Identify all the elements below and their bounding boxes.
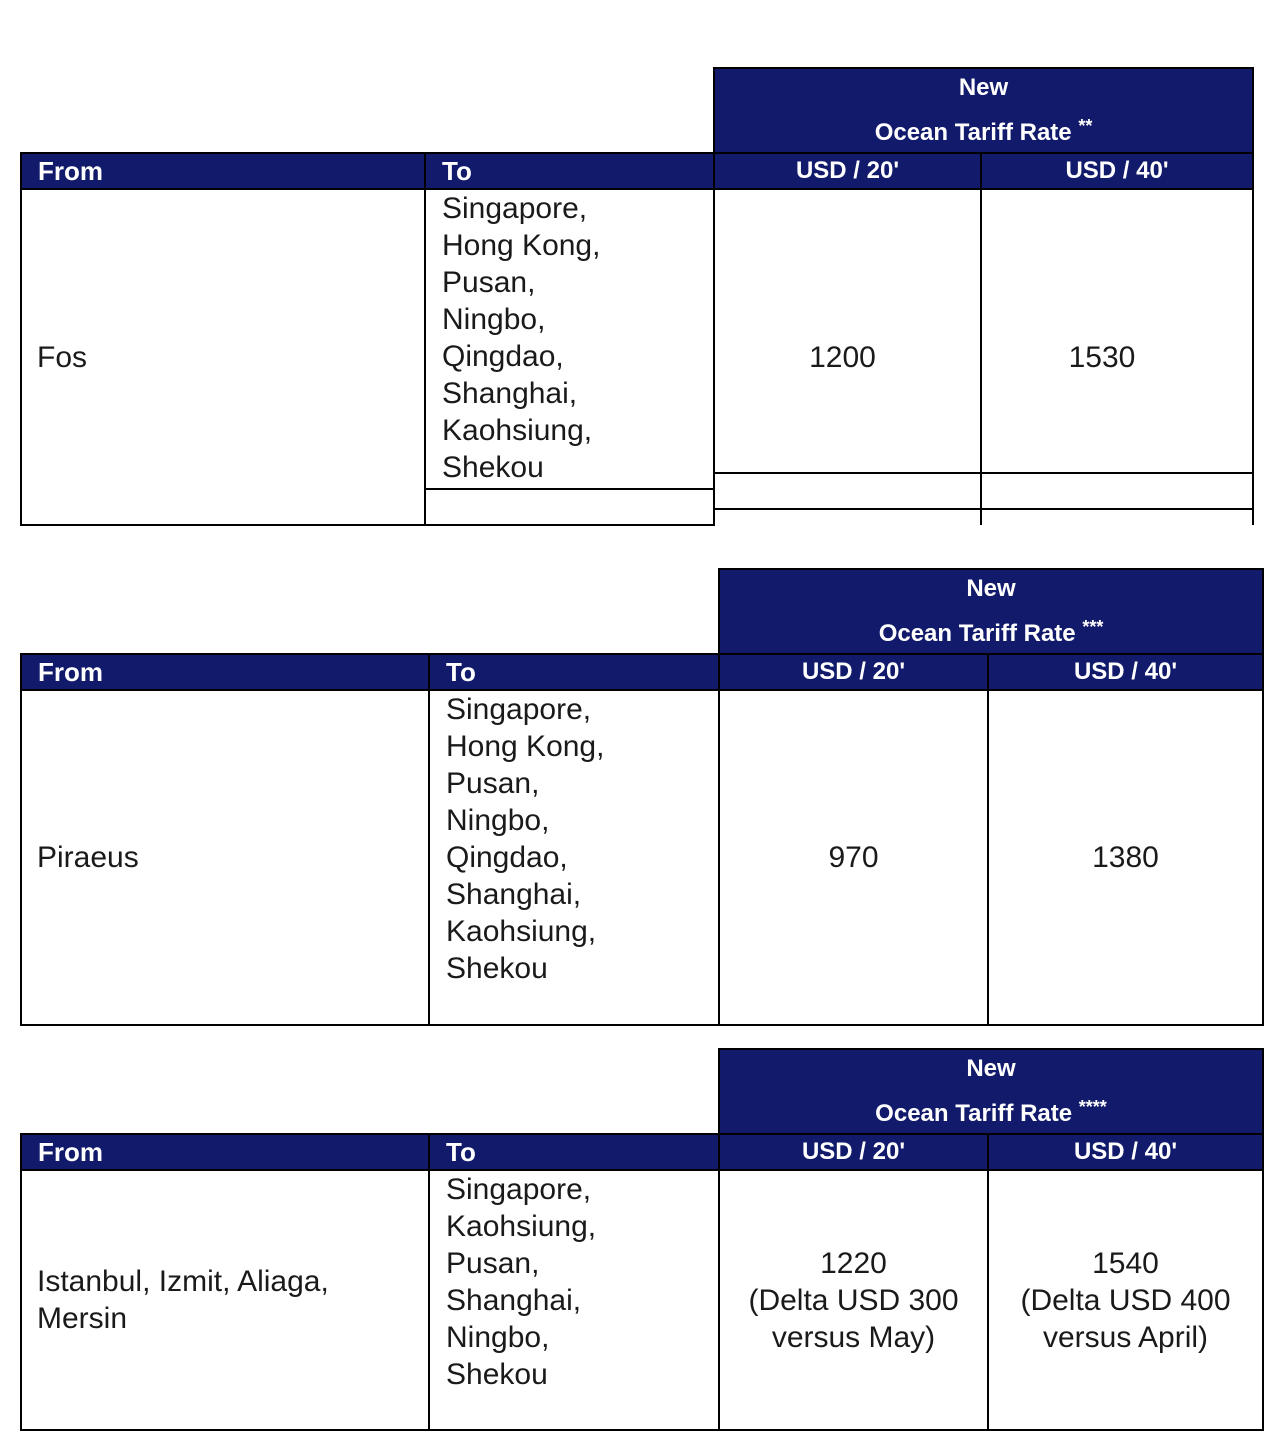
destination-port: Kaohsiung,: [446, 915, 597, 948]
footnote-stars: **: [1078, 116, 1093, 136]
rate-value: 1220: [820, 1246, 887, 1280]
header-to: To: [429, 1134, 719, 1170]
cell-to: [425, 189, 714, 489]
destination-port: Ningbo,: [442, 303, 546, 336]
destination-port: Shekou: [446, 952, 548, 985]
header-usd-40: USD / 40': [988, 1134, 1263, 1170]
destination-port: Singapore,: [446, 1173, 592, 1206]
destination-port: Hong Kong,: [446, 730, 605, 763]
destination-port: Ningbo,: [446, 804, 550, 837]
footnote-stars: ***: [1082, 617, 1104, 637]
cell-usd-40: [988, 1170, 1263, 1430]
super-header: [719, 1049, 1263, 1134]
header-usd-20: USD / 20': [719, 1134, 988, 1170]
destination-port: Singapore,: [446, 693, 592, 726]
cell-to: [429, 1170, 719, 1430]
header-from: From: [21, 153, 425, 189]
destination-port: Shanghai,: [446, 1284, 582, 1317]
cell-from: Piraeus: [21, 690, 429, 1025]
super-header-line2: Ocean Tariff Rate: [875, 1100, 1073, 1127]
cell-usd-40: [981, 189, 1253, 525]
super-header-line1: New: [958, 74, 1009, 101]
header-to: To: [425, 153, 714, 189]
tariff-table-turkey: [20, 1048, 1264, 1431]
rate-value: 1200: [809, 341, 876, 374]
destination-port: Pusan,: [446, 767, 540, 800]
rate-value: 970: [828, 841, 879, 874]
destination-port: Shanghai,: [442, 377, 578, 410]
destination-port: Qingdao,: [442, 340, 564, 373]
cell-usd-20: [719, 1170, 988, 1430]
rate-delta-note: (Delta USD 300: [748, 1283, 959, 1317]
rate-delta-note: versus April): [1042, 1320, 1209, 1354]
rate-value: 1530: [1068, 341, 1136, 374]
rate-value: 1380: [1092, 841, 1159, 874]
destination-port: Qingdao,: [446, 841, 568, 874]
footnote-stars: ****: [1078, 1097, 1107, 1117]
rate-delta-note: versus May): [771, 1320, 936, 1354]
header-usd-20: USD / 20': [714, 153, 981, 189]
header-usd-20: USD / 20': [719, 654, 988, 690]
destination-port: Hong Kong,: [442, 229, 601, 262]
super-header-line1: New: [966, 575, 1016, 602]
rate-delta-note: (Delta USD 400: [1020, 1283, 1231, 1317]
destination-port: Kaohsiung,: [442, 414, 593, 447]
destination-port: Pusan,: [446, 1247, 540, 1280]
tariff-table-piraeus: [20, 568, 1264, 1026]
super-header-line2: Ocean Tariff Rate: [874, 119, 1072, 146]
cell-usd-40: [988, 690, 1263, 1025]
header-from: From: [21, 1134, 429, 1170]
header-usd-40: USD / 40': [981, 153, 1253, 189]
destination-port: Ningbo,: [446, 1321, 550, 1354]
cell-from: Fos: [21, 189, 425, 525]
rate-value: 1540: [1092, 1246, 1159, 1280]
destination-port: Pusan,: [442, 266, 536, 299]
destination-port: Shekou: [446, 1358, 548, 1391]
destination-port: Shekou: [442, 451, 544, 484]
cell-to: [429, 690, 719, 1025]
super-header-line1: New: [966, 1055, 1016, 1082]
tariff-table-fos: [20, 67, 1254, 526]
row-bottom-border: [713, 508, 1252, 510]
cell-usd-20: [714, 189, 981, 525]
destination-port: Kaohsiung,: [446, 1210, 597, 1243]
super-header: [714, 68, 1253, 153]
cell-usd-20: [719, 690, 988, 1025]
cell-from: Istanbul, Izmit, Aliaga, Mersin: [21, 1170, 429, 1430]
header-to: To: [429, 654, 719, 690]
super-header-line2: Ocean Tariff Rate: [878, 620, 1076, 647]
empty-cell: [425, 489, 714, 525]
destination-port: Shanghai,: [446, 878, 582, 911]
destination-port: Singapore,: [442, 192, 588, 225]
row-divider: [713, 472, 1252, 474]
header-from: From: [21, 654, 429, 690]
header-usd-40: USD / 40': [988, 654, 1263, 690]
super-header: [719, 569, 1263, 654]
